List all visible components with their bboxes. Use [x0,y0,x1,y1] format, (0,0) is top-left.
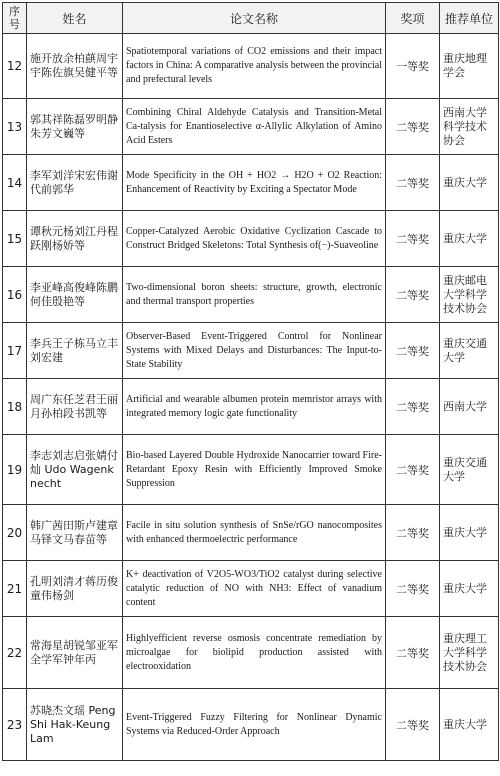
header-title: 论文名称 [123,3,386,34]
row-seq: 18 [3,379,27,435]
header-row [3,3,499,34]
row-award: 二等奖 [386,689,440,761]
row-names: 常海星胡锐邹亚军全学军钟年丙 [27,617,123,689]
header-award: 奖项 [386,3,440,34]
row-seq: 15 [3,211,27,267]
table-row [3,211,499,267]
row-award: 二等奖 [386,99,440,155]
row-seq: 22 [3,617,27,689]
row-award: 一等奖 [386,34,440,99]
row-unit: 西南大学科学技术协会 [440,99,499,155]
row-seq: 20 [3,505,27,561]
row-award: 二等奖 [386,323,440,379]
row-award: 二等奖 [386,155,440,211]
row-seq: 12 [3,34,27,99]
award-table-image [0,2,500,776]
row-unit: 重庆大学 [440,155,499,211]
header-seq: 序号 [3,3,27,34]
row-award: 二等奖 [386,267,440,323]
row-title: Observer-Based Event-Triggered Control for Nonlinear Systems with Mixed Delays and Disturbances: The Input-to-State Stability [123,323,386,379]
table-row [3,323,499,379]
table-row [3,267,499,323]
table-row [3,689,499,761]
row-unit: 重庆交通大学 [440,435,499,505]
row-title: Copper-Catalyzed Aerobic Oxidative Cyclization Cascade to Construct Bridged Skeletons: Total Synthesis of(−)-Suaveoline [123,211,386,267]
row-title: Bio-based Layered Double Hydroxide Nanocarrier toward Fire-Retardant Epoxy Resin with Efficiently Improved Smoke Suppression [123,435,386,505]
row-unit: 重庆大学 [440,505,499,561]
row-seq: 16 [3,267,27,323]
row-unit: 重庆理工大学科学技术协会 [440,617,499,689]
row-names: 李亚峰高俊峰陈鹏何佳殷艳等 [27,267,123,323]
row-seq: 23 [3,689,27,761]
row-unit: 重庆大学 [440,211,499,267]
row-award: 二等奖 [386,505,440,561]
table-row [3,617,499,689]
table-row [3,435,499,505]
row-title: Facile in situ solution synthesis of SnSe/rGO nanocomposites with enhanced thermoelectric performance [123,505,386,561]
header-names: 姓名 [27,3,123,34]
table-row [3,505,499,561]
award-table [2,2,499,761]
row-names: 韩广茜田斯卢建章马铎文马春苗等 [27,505,123,561]
row-award: 二等奖 [386,211,440,267]
row-title: Combining Chiral Aldehyde Catalysis and Transition-Metal Ca-talysis for Enantioselective α-Allylic Alkylation of Amino Acid Esters [123,99,386,155]
row-names: 谭秋元杨刘江丹程跃刚杨娇等 [27,211,123,267]
row-seq: 21 [3,561,27,617]
row-unit: 西南大学 [440,379,499,435]
row-award: 二等奖 [386,561,440,617]
row-names: 周广东任芝君王丽月孙柏段书凯等 [27,379,123,435]
row-title: K+ deactivation of V2O5-WO3/TiO2 catalyst during selective catalytic reduction of NO with NH3: Effect of vanadium content [123,561,386,617]
row-names: 施开放余柏蕻周宇宇陈佐旗吴健平等 [27,34,123,99]
row-unit: 重庆邮电大学科学技术协会 [440,267,499,323]
row-title: Artificial and wearable albumen protein memristor arrays with integrated memory logic gate functionality [123,379,386,435]
table-row [3,561,499,617]
row-names: 李志刘志启张婧付灿 Udo Wagenknecht [27,435,123,505]
row-award: 二等奖 [386,435,440,505]
table-row [3,34,499,99]
row-unit: 重庆地理学会 [440,34,499,99]
row-award: 二等奖 [386,379,440,435]
row-names: 郭其祥陈磊罗明静朱芳文巍等 [27,99,123,155]
row-title: Mode Specificity in the OH + HO2 → H2O + O2 Reaction: Enhancement of Reactivity by Exciting a Spectator Mode [123,155,386,211]
row-seq: 13 [3,99,27,155]
row-title: Highlyefficient reverse osmosis concentrate remediation by microalgae for biolipid production assisted with electrooxidation [123,617,386,689]
row-seq: 19 [3,435,27,505]
table-row [3,99,499,155]
row-names: 李兵王子栋马立丰刘宏建 [27,323,123,379]
row-unit: 重庆大学 [440,561,499,617]
row-names: 李军刘洋宋宏伟谢代前郭华 [27,155,123,211]
row-award: 二等奖 [386,617,440,689]
row-title: Two-dimensional boron sheets: structure, growth, electronic and thermal transport properties [123,267,386,323]
row-title: Event-Triggered Fuzzy Filtering for Nonlinear Dynamic Systems via Reduced-Order Approach [123,689,386,761]
header-unit: 推荐单位 [440,3,499,34]
row-names: 孔明刘清才蒋历俊童伟杨剑 [27,561,123,617]
row-seq: 17 [3,323,27,379]
row-unit: 重庆交通大学 [440,323,499,379]
table-row [3,379,499,435]
row-unit: 重庆大学 [440,689,499,761]
table-row [3,155,499,211]
row-title: Spatiotemporal variations of CO2 emissions and their impact factors in China: A comparative analysis between the provincial and prefectural levels [123,34,386,99]
row-names: 苏晓杰文瑶 Peng Shi Hak-Keung Lam [27,689,123,761]
row-seq: 14 [3,155,27,211]
